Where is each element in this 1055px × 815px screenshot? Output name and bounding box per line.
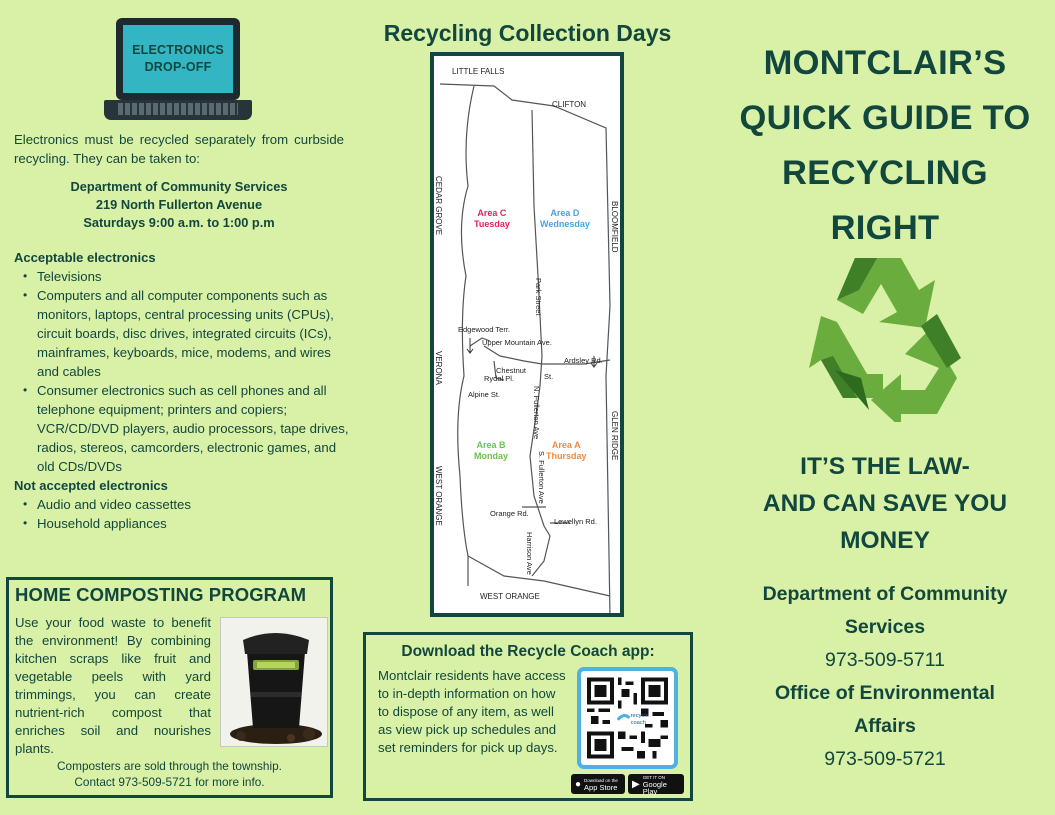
map-label-edgewood: Edgewood Terr. <box>458 325 510 334</box>
app-store-button[interactable] <box>571 774 625 794</box>
map-label-verona: VERONA <box>434 351 443 385</box>
recycle-icon <box>797 250 969 422</box>
map-label-park-street: Park Street <box>534 278 543 316</box>
map-label-n-fullerton: N. Fullerton Ave <box>532 386 541 440</box>
qr-code[interactable] <box>577 667 678 769</box>
google-play-button[interactable] <box>628 774 684 794</box>
composting-title: HOME COMPOSTING PROGRAM <box>15 584 307 605</box>
area-a-day: Thursday <box>546 451 587 461</box>
main-title-line3: RECYCLING <box>782 154 988 192</box>
map-label-upper-mountain: Upper Mountain Ave. <box>482 338 552 347</box>
collection-map <box>430 52 624 617</box>
map-label-st: St. <box>544 372 554 381</box>
law-line3: MONEY <box>840 527 930 554</box>
main-title-line1: MONTCLAIR’S <box>763 44 1007 82</box>
dept-name-line1: Department of Community <box>762 583 1008 605</box>
dept-name-line2: Services <box>844 616 926 638</box>
composting-section <box>6 577 333 798</box>
composting-text: Use your food waste to benefit the environment! By combining kitchen scraps like fruit and vegetable peels with yard trimmings, you can create nutrient-rich compost that enriches soil and nourishes plants. <box>15 615 211 756</box>
laptop-label-line1: ELECTRONICS <box>132 43 224 57</box>
apple-icon: ● <box>575 778 582 790</box>
area-b-name: Area B <box>476 440 506 450</box>
area-d-day: Wednesday <box>540 219 590 229</box>
middle-panel <box>350 0 705 815</box>
laptop-icon <box>104 18 252 128</box>
map-label-little-falls: LITTLE FALLS <box>452 67 505 76</box>
app-text: Montclair residents have access to in-depth information on how to dispose of any item, as well as view pick up schedules and set reminders for pick up days. <box>378 668 566 755</box>
qr-logo-text-1: recycle <box>630 713 649 720</box>
map-title: Recycling Collection Days <box>383 20 672 46</box>
qr-code-icon <box>587 677 668 759</box>
composting-note-line1: Composters are sold through the township. <box>57 759 282 773</box>
electronics-intro: Electronics must be recycled separately from curbside recycling. They can be taken to: <box>14 132 344 166</box>
map-label-glen-ridge: GLEN RIDGE <box>610 411 619 461</box>
main-title <box>720 36 1050 256</box>
composter-image <box>220 617 328 747</box>
google-play-small-label: GET IT ON <box>642 774 666 780</box>
map-label-ardsley: Ardsley Rd. <box>564 356 603 365</box>
area-a-name: Area A <box>551 440 581 450</box>
app-title: Download the Recycle Coach app: <box>401 643 655 660</box>
dept-phone[interactable]: 973-509-5711 <box>825 649 945 671</box>
keyboard-icon <box>118 103 238 115</box>
recycle-coach-section <box>363 632 693 801</box>
laptop-screen <box>123 25 233 93</box>
play-icon: ▶ <box>632 778 640 790</box>
area-b-label <box>474 440 508 462</box>
area-c-label <box>474 208 510 230</box>
map-label-orange-rd: Orange Rd. <box>490 509 529 518</box>
list-item: • Household appliances <box>37 514 349 533</box>
map-label-rydal: Rydal Pl. <box>484 374 515 383</box>
list-item: • Televisions <box>37 267 349 286</box>
right-panel <box>710 0 1055 815</box>
app-store-small-label: Download on the <box>584 778 618 783</box>
map-label-lewellyn: Lewellyn Rd. <box>554 517 597 526</box>
electronics-lists <box>14 248 349 533</box>
laptop-label-line2: DROP-OFF <box>144 60 212 74</box>
area-d-label <box>540 208 590 230</box>
law-line1: IT’S THE LAW- <box>800 453 970 480</box>
map-label-cedar-grove: CEDAR GROVE <box>434 176 443 236</box>
map-label-alpine: Alpine St. <box>468 390 501 399</box>
qr-logo-text-2: coach <box>630 719 646 726</box>
area-a-label <box>546 440 587 462</box>
area-d-name: Area D <box>550 208 580 218</box>
list-item: • Computers and all computer components such as monitors, laptops, central processing units (CPUs), circuit boards, disc drives, integrated circuits (ICs), mainframes, keyboards, mice, modems, and wires and cables <box>37 286 349 381</box>
env-office-line2: Affairs <box>854 715 916 737</box>
main-title-line4: RIGHT <box>830 209 940 247</box>
contact-info <box>720 578 1050 776</box>
left-panel <box>0 0 350 815</box>
composting-note-line2: Contact 973-509-5721 for more info. <box>74 775 265 789</box>
map-label-bloomfield: BLOOMFIELD <box>610 201 619 253</box>
area-c-day: Tuesday <box>474 219 510 229</box>
acceptable-heading: Acceptable electronics <box>14 250 156 265</box>
not-accepted-heading: Not accepted electronics <box>14 478 168 493</box>
env-phone[interactable]: 973-509-5721 <box>824 748 946 770</box>
composting-note <box>9 758 330 790</box>
env-office-line1: Office of Environmental <box>775 682 995 704</box>
area-c-name: Area C <box>477 208 507 218</box>
area-b-day: Monday <box>474 451 509 461</box>
map-label-s-fullerton: S. Fullerton Ave <box>537 451 546 504</box>
dropoff-address: 219 North Fullerton Avenue <box>95 197 263 212</box>
not-accepted-list <box>14 495 349 533</box>
map-label-west-orange-bottom: WEST ORANGE <box>480 592 540 601</box>
law-line2: AND CAN SAVE YOU <box>762 490 1008 517</box>
map-label-clifton: CLIFTON <box>552 100 587 109</box>
map-label-harrison: Harrison Ave <box>525 532 534 575</box>
map-lines <box>434 56 620 613</box>
map-label-chestnut: Chestnut <box>496 366 527 375</box>
dropoff-dept-name: Department of Community Services <box>70 179 288 194</box>
map-label-west-orange-side: WEST ORANGE <box>434 466 443 526</box>
main-title-line2: QUICK GUIDE TO <box>739 99 1031 137</box>
list-item: • Consumer electronics such as cell phones and all telephone equipment; printers and copiers; VCR/CD/DVD players, audio processors, tape drives, radios, stereos, camcorders, electronic games, and old CDs/DVDs <box>37 381 349 476</box>
acceptable-list <box>14 267 349 476</box>
law-message <box>720 448 1050 559</box>
dropoff-location <box>14 178 344 232</box>
google-play-label: Google Play <box>642 779 667 796</box>
dropoff-hours: Saturdays 9:00 a.m. to 1:00 p.m <box>83 215 275 230</box>
app-store-label: App Store <box>584 783 618 792</box>
list-item: • Audio and video cassettes <box>37 495 349 514</box>
